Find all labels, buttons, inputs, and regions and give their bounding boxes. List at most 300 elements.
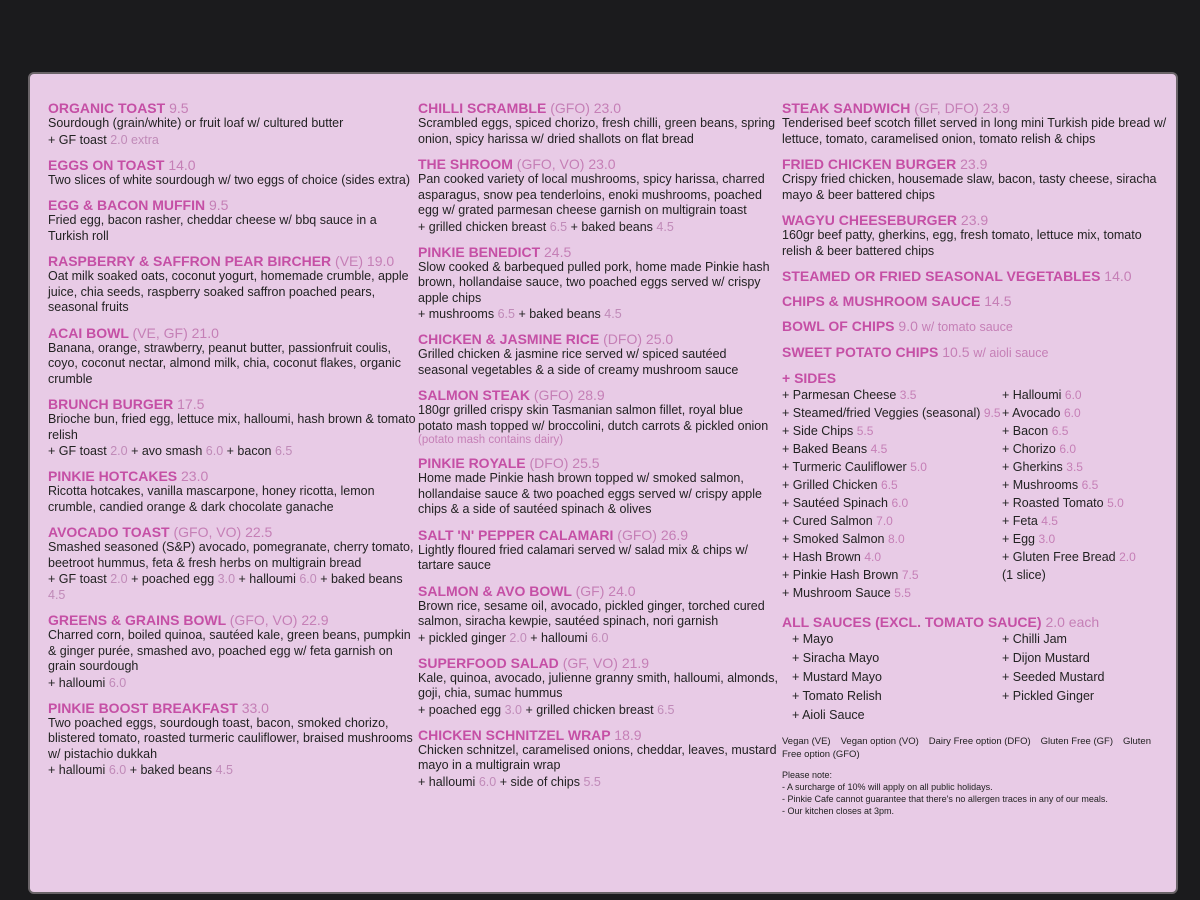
menu-item-extras	[48, 443, 418, 459]
list-item	[1002, 386, 1136, 404]
menu-item-extras	[48, 675, 418, 691]
menu-item	[782, 212, 1167, 259]
item-label: + Smoked Salmon	[782, 532, 885, 546]
menu-item-description: Two poached eggs, sourdough toast, bacon, smoked chorizo, blistered tomato, roasted turmeric cauliflower, braised mushrooms w/ pistachio dukkah	[48, 715, 413, 761]
menu-item-name: SUPERFOOD SALAD	[418, 654, 559, 671]
item-price: 6.5	[881, 478, 898, 492]
note-line: - Our kitchen closes at 3pm.	[782, 806, 895, 816]
menu-item-extras	[418, 306, 778, 322]
item-price: 7.5	[901, 568, 919, 582]
menu-item	[48, 197, 418, 244]
list-item	[782, 440, 1002, 458]
menu-item-title	[48, 197, 418, 213]
menu-item	[48, 253, 418, 316]
sides-list-left	[782, 386, 1002, 602]
menu-item-description: Brown rice, sesame oil, avocado, pickled ginger, torched cured salmon, siracha kewpie, sautéed spinach, nori garnish	[418, 598, 765, 628]
menu-item-price: 21.0	[191, 324, 219, 341]
list-item	[1002, 404, 1136, 422]
item-price: 5.0	[1107, 496, 1124, 510]
extra-price: 6.5	[657, 702, 675, 717]
menu-item	[782, 100, 1167, 147]
menu-item-extras	[418, 702, 778, 718]
extra-price: 2.0	[110, 444, 128, 458]
list-item	[1002, 494, 1136, 512]
list-item	[782, 548, 1002, 566]
item-price: 4.5	[870, 442, 888, 456]
dietary-tag: (GF, DFO)	[914, 100, 979, 116]
extra-label: + baked beans	[570, 219, 653, 234]
menu-item-price: 23.9	[982, 100, 1010, 116]
menu-column-3-items	[782, 100, 1167, 361]
menu-card	[28, 72, 1178, 894]
item-label: + Cured Salmon	[782, 514, 873, 528]
menu-item-price: 33.0	[241, 699, 269, 716]
extra-label: + mushrooms	[418, 307, 495, 321]
item-price: 3.0	[1038, 532, 1056, 546]
menu-item	[48, 468, 418, 515]
sauces-title: ALL SAUCES (EXCL. TOMATO SAUCE)	[782, 614, 1042, 630]
sauces-section	[782, 614, 1167, 725]
legend-entry: Gluten Free (GF)	[1040, 736, 1113, 747]
item-label: + Feta	[1002, 514, 1038, 528]
item-price: 4.5	[1041, 514, 1058, 528]
extra-label: + poached egg	[131, 572, 215, 586]
item-label: + Egg	[1002, 532, 1036, 546]
item-label: + Avocado	[1002, 406, 1061, 420]
menu-item-extras	[48, 132, 418, 148]
extra-label: + halloumi	[48, 763, 106, 777]
menu-item	[418, 244, 778, 323]
menu-column-1	[48, 100, 418, 787]
menu-item-name: BRUNCH BURGER	[48, 396, 174, 412]
menu-item-extras	[48, 762, 418, 778]
menu-item-title	[48, 253, 418, 269]
sauces-list-right	[1002, 630, 1105, 725]
item-label: + Tomato Relish	[792, 689, 882, 703]
item-price: 5.5	[894, 586, 911, 600]
menu-item-description: Crispy fried chicken, housemade slaw, bacon, tasty cheese, siracha mayo & beer battered chips	[782, 172, 1157, 202]
extra-label: + bacon	[226, 444, 272, 458]
extra-label: + baked beans	[129, 763, 213, 777]
menu-item-name: SWEET POTATO CHIPS	[782, 344, 939, 360]
extra-label: + avo smash	[131, 444, 203, 458]
list-item	[782, 566, 1002, 584]
menu-item-name: SALT 'N' PEPPER CALAMARI	[418, 526, 614, 543]
menu-item-name: PINKIE BENEDICT	[418, 243, 541, 260]
menu-item-title	[418, 100, 778, 116]
item-price: 5.5	[856, 424, 874, 438]
menu-item-description: Chicken schnitzel, caramelised onions, cheddar, leaves, mustard mayo in a multigrain wrap	[418, 742, 777, 772]
extra-label: + halloumi	[530, 630, 588, 645]
dietary-tag: (GFO)	[617, 526, 657, 543]
extra-price: 4.5	[215, 763, 233, 777]
extra-price: 4.5	[604, 307, 622, 321]
menu-item-description: Banana, orange, strawberry, peanut butter, passionfruit coulis, coyo, coconut nectar, almond milk, chia, coconut flakes, organic crumble	[48, 340, 401, 386]
menu-item-price: 23.0	[588, 156, 616, 172]
menu-item-title	[48, 325, 418, 341]
item-label: + Mushroom Sauce	[782, 586, 891, 600]
list-item	[1002, 548, 1136, 566]
list-item	[1002, 566, 1136, 584]
extra-label: + pickled ginger	[418, 630, 506, 645]
menu-item-title	[782, 212, 1167, 228]
menu-column-3	[782, 100, 1167, 817]
menu-item-extras	[48, 571, 418, 603]
sauces-price: 2.0 each	[1045, 614, 1100, 630]
dietary-tag: (VE)	[335, 253, 364, 269]
menu-item	[418, 455, 778, 518]
extra-price: 6.0	[205, 444, 224, 458]
item-label: + Roasted Tomato	[1002, 496, 1104, 510]
menu-item-price: 14.0	[1104, 268, 1132, 284]
menu-item-title	[418, 331, 778, 347]
menu-item-description: Scrambled eggs, spiced chorizo, fresh chilli, green beans, spring onion, spicy harissa w/ dried shallots on flat bread	[418, 116, 776, 146]
menu-item-name: SALMON & AVO BOWL	[418, 582, 572, 599]
menu-item-title	[48, 100, 418, 116]
list-item	[782, 512, 1002, 530]
menu-item-name: SALMON STEAK	[418, 387, 530, 403]
menu-item-price: 17.5	[177, 396, 205, 412]
menu-item	[48, 157, 418, 189]
item-price: 8.0	[887, 532, 905, 546]
list-item	[1002, 630, 1105, 649]
menu-item-suffix: w/ tomato sauce	[921, 320, 1013, 334]
item-price: 6.5	[1081, 478, 1099, 492]
extra-label: + halloumi	[48, 675, 106, 690]
menu-item-title	[782, 100, 1167, 116]
list-item	[1002, 422, 1136, 440]
extra-price: 2.0	[110, 572, 128, 586]
extra-label: + GF toast	[48, 444, 107, 458]
item-label: + Siracha Mayo	[792, 651, 880, 665]
menu-item-title	[48, 524, 418, 540]
menu-item-price: 25.5	[572, 455, 600, 471]
menu-item-price: 14.0	[168, 156, 196, 173]
menu-item-price: 24.0	[608, 582, 636, 599]
dietary-tag: (VE, GF)	[132, 324, 188, 341]
menu-item-description: Two slices of white sourdough w/ two eggs of choice (sides extra)	[48, 172, 410, 187]
item-label: + Bacon	[1002, 424, 1049, 438]
menu-item	[418, 156, 778, 235]
menu-item-extras	[418, 774, 778, 790]
menu-item-name: PINKIE HOTCAKES	[48, 468, 178, 484]
menu-item-name: EGGS ON TOAST	[48, 156, 165, 173]
menu-item-title	[418, 655, 778, 671]
list-item	[782, 458, 1002, 476]
menu-item-title	[48, 612, 418, 628]
item-label: + Hash Brown	[782, 550, 861, 564]
menu-item-description: Ricotta hotcakes, vanilla mascarpone, honey ricotta, lemon crumble, candied orange & dark chocolate ganache	[48, 484, 375, 514]
menu-item-title	[418, 727, 778, 743]
menu-item-description: Smashed seasoned (S&P) avocado, pomegranate, cherry tomato, beetroot hummus, feta & fresh herbs on multigrain bread	[48, 540, 414, 570]
menu-item-price: 18.9	[614, 726, 642, 743]
extra-label: + grilled chicken breast	[418, 219, 547, 234]
extra-label: + poached egg	[418, 702, 502, 717]
extra-price: 6.0	[299, 572, 317, 586]
item-label: + Mayo	[792, 632, 834, 646]
menu-item-suffix: w/ aioli sauce	[973, 346, 1049, 360]
menu-item-extras	[418, 219, 778, 235]
item-label: + Gluten Free Bread	[1002, 550, 1116, 564]
notes-section	[782, 769, 1167, 817]
legend-entry: Vegan option (VO)	[840, 736, 919, 747]
dietary-legend	[782, 735, 1167, 761]
menu-item-title	[782, 293, 1167, 309]
menu-item-description: Charred corn, boiled quinoa, sautéed kale, green beans, pumpkin & ginger purée, smashed avo, poached egg w/ feta garnish on grain sourdough	[48, 628, 411, 673]
menu-column-2	[418, 100, 778, 799]
menu-item-title	[418, 244, 778, 260]
dietary-tag: (GFO, VO)	[516, 156, 585, 172]
menu-item-description: Kale, quinoa, avocado, julienne granny smith, halloumi, almonds, goji, chia, sumac hummus	[418, 670, 778, 700]
extra-price: 2.0	[509, 630, 527, 645]
item-price: 3.5	[899, 388, 917, 402]
menu-item-name: ACAI BOWL	[48, 324, 129, 341]
item-price: 4.0	[864, 550, 882, 564]
item-label: + Pinkie Hash Brown	[782, 568, 899, 582]
menu-item-name: PINKIE ROYALE	[418, 455, 526, 471]
menu-item-extras	[418, 630, 778, 646]
menu-item-price: 19.0	[366, 253, 395, 269]
list-item	[1002, 687, 1105, 706]
sides-section	[782, 370, 1167, 602]
item-price: 6.0	[891, 496, 909, 510]
list-item	[782, 530, 1002, 548]
menu-item-title	[418, 455, 778, 471]
legend-entry: Vegan (VE)	[782, 736, 831, 747]
menu-item-price: 23.0	[593, 100, 622, 116]
menu-item-title	[418, 387, 778, 403]
menu-item-description: Sourdough (grain/white) or fruit loaf w/ cultured butter	[48, 116, 344, 130]
extra-price: 3.0	[504, 702, 522, 717]
item-price: 5.0	[910, 460, 927, 474]
menu-item-price: 9.5	[209, 197, 229, 213]
menu-item-price: 23.9	[960, 212, 989, 228]
extra-label: + baked beans	[320, 572, 403, 586]
list-item	[792, 706, 1002, 725]
menu-item-title	[782, 268, 1167, 284]
list-item	[792, 687, 1002, 706]
note-line: - A surcharge of 10% will apply on all public holidays.	[782, 782, 993, 792]
item-label: + Baked Beans	[782, 442, 868, 456]
item-price: 6.5	[1051, 424, 1069, 438]
item-label: + Side Chips	[782, 424, 854, 438]
dietary-tag: (GF)	[575, 582, 605, 599]
menu-item	[782, 293, 1167, 309]
item-label: + Pickled Ginger	[1002, 689, 1095, 703]
extra-label: + halloumi	[418, 774, 476, 789]
item-label: + Gherkins	[1002, 460, 1063, 474]
menu-item-price: 22.9	[301, 612, 329, 628]
menu-item	[48, 612, 418, 691]
extra-label: + side of chips	[499, 774, 580, 789]
extra-price: 6.5	[274, 444, 293, 458]
menu-item-description: Home made Pinkie hash brown topped w/ smoked salmon, hollandaise sauce & two poached eggs served w/ crispy apple chips & a side of sautéed spinach & olives	[418, 471, 762, 516]
notes-title: Please note:	[782, 770, 833, 780]
list-item	[1002, 476, 1136, 494]
menu-item-description: Fried egg, bacon rasher, cheddar cheese w/ bbq sauce in a Turkish roll	[48, 213, 377, 243]
list-item	[1002, 530, 1136, 548]
dietary-tag: (DFO)	[603, 331, 643, 347]
menu-item-note: (potato mash contains dairy)	[418, 434, 564, 446]
extra-label: + GF toast	[48, 132, 107, 147]
item-price: 9.5	[983, 406, 1001, 420]
menu-item-name: STEAK SANDWICH	[782, 100, 911, 116]
menu-item-name: ORGANIC TOAST	[48, 100, 166, 116]
dietary-tag: (GFO, VO)	[173, 524, 242, 540]
menu-item-name: CHICKEN & JASMINE RICE	[418, 331, 600, 347]
menu-item-name: RASPBERRY & SAFFRON PEAR BIRCHER	[48, 253, 332, 269]
item-label: + Mustard Mayo	[792, 670, 882, 684]
menu-item-name: CHILLI SCRAMBLE	[418, 100, 547, 116]
dietary-tag: (GFO)	[550, 100, 590, 116]
menu-item	[418, 527, 778, 574]
item-label: + Parmesan Cheese	[782, 388, 897, 402]
item-label: (1 slice)	[1002, 568, 1046, 582]
dietary-tag: (GF, VO)	[562, 654, 618, 671]
menu-item	[48, 524, 418, 603]
menu-item-name: CHICKEN SCHNITZEL WRAP	[418, 726, 611, 743]
menu-item-title	[48, 157, 418, 173]
menu-item	[48, 396, 418, 459]
menu-item-price: 22.5	[245, 524, 273, 540]
list-item	[782, 494, 1002, 512]
menu-item-description: Brioche bun, fried egg, lettuce mix, halloumi, hash brown & tomato relish	[48, 412, 416, 442]
menu-item-price: 9.0	[898, 318, 918, 334]
list-item	[782, 422, 1002, 440]
menu-item-price: 28.9	[577, 387, 605, 403]
menu-item-name: THE SHROOM	[418, 156, 513, 172]
note-line: - Pinkie Cafe cannot guarantee that there's no allergen traces in any of our meals.	[782, 794, 1108, 804]
list-item	[1002, 458, 1136, 476]
list-item	[1002, 649, 1105, 668]
item-label: + Halloumi	[1002, 388, 1062, 402]
menu-item	[418, 727, 778, 790]
item-price: 2.0	[1119, 550, 1136, 564]
sauces-list-left	[782, 630, 1002, 725]
item-label: + Aioli Sauce	[792, 708, 865, 722]
extra-price: 2.0 extra	[110, 132, 159, 147]
menu-item	[418, 655, 778, 718]
menu-item-price: 23.0	[181, 468, 209, 484]
item-label: + Grilled Chicken	[782, 478, 878, 492]
menu-item-title	[782, 156, 1167, 172]
menu-item-name: AVOCADO TOAST	[48, 524, 170, 540]
item-label: + Steamed/fried Veggies (seasonal)	[782, 406, 981, 420]
menu-item	[418, 331, 778, 378]
item-label: + Seeded Mustard	[1002, 670, 1105, 684]
item-price: 6.0	[1064, 406, 1081, 420]
menu-item-description: Lightly floured fried calamari served w/ salad mix & chips w/ tartare sauce	[418, 542, 748, 572]
menu-item	[782, 318, 1167, 335]
list-item	[782, 404, 1002, 422]
item-price: 7.0	[876, 514, 893, 528]
list-item	[782, 584, 1002, 602]
sides-list-right	[1002, 386, 1136, 602]
item-price: 3.5	[1066, 460, 1083, 474]
legend-entry: Dairy Free option (DFO)	[928, 736, 1031, 747]
extra-label: + GF toast	[48, 572, 107, 586]
dietary-tag: (GFO)	[533, 387, 574, 403]
menu-item	[418, 387, 778, 446]
list-item	[792, 649, 1002, 668]
list-item	[1002, 668, 1105, 687]
menu-item-title	[48, 700, 418, 716]
menu-item	[48, 100, 418, 148]
menu-item-title	[418, 156, 778, 172]
item-label: + Chorizo	[1002, 442, 1056, 456]
menu-item-name: PINKIE BOOST BREAKFAST	[48, 699, 238, 716]
menu-item-price: 14.5	[984, 293, 1012, 309]
list-item	[782, 476, 1002, 494]
legend-entry: Gluten Free option (GFO)	[782, 736, 1151, 760]
menu-item-title	[418, 527, 778, 543]
menu-item-name: STEAMED OR FRIED SEASONAL VEGETABLES	[782, 268, 1101, 284]
menu-item-name: EGG & BACON MUFFIN	[48, 197, 206, 213]
extra-price: 3.0	[217, 572, 236, 586]
item-price: 6.0	[1064, 388, 1082, 402]
menu-item-name: WAGYU CHEESEBURGER	[782, 212, 958, 228]
menu-item-price: 21.9	[621, 654, 650, 671]
item-label: + Dijon Mustard	[1002, 651, 1090, 665]
extra-price: 6.0	[478, 774, 497, 789]
menu-item-description: Pan cooked variety of local mushrooms, spicy harissa, charred asparagus, snow pea tenderloins, enoki mushrooms, poached egg w/ grated parmesan cheese garnish on multigrain toast	[418, 172, 765, 217]
menu-item-title	[418, 583, 778, 599]
menu-item-price: 9.5	[169, 100, 189, 116]
menu-item-description: Grilled chicken & jasmine rice served w/ spiced sautéed seasonal vegetables & a side of creamy mushroom sauce	[418, 347, 739, 377]
menu-item-name: CHIPS & MUSHROOM SAUCE	[782, 293, 981, 309]
extra-price: 6.0	[591, 630, 609, 645]
menu-item-description: 180gr grilled crispy skin Tasmanian salmon fillet, royal blue potato mash topped w/ broccolini, dutch carrots & pickled onion	[418, 403, 769, 433]
menu-item-title	[48, 396, 418, 412]
menu-item-price: 24.5	[544, 243, 572, 260]
menu-item-name: GREENS & GRAINS BOWL	[48, 612, 226, 628]
dietary-tag: (GFO, VO)	[229, 612, 298, 628]
item-label: + Turmeric Cauliflower	[782, 460, 907, 474]
extra-label: + grilled chicken breast	[525, 702, 654, 717]
menu-item-description: Tenderised beef scotch fillet served in long mini Turkish pide bread w/ lettuce, tomato, caramelised onion, tomato relish & chips	[782, 116, 1167, 146]
menu-item-price: 26.9	[660, 526, 689, 543]
menu-item-description: Slow cooked & barbequed pulled pork, home made Pinkie hash brown, hollandaise sauce, two poached eggs served w/ crispy apple chips	[418, 259, 770, 305]
menu-item	[782, 268, 1167, 284]
menu-item	[782, 156, 1167, 203]
menu-item	[418, 100, 778, 147]
extra-label: + baked beans	[518, 307, 601, 321]
item-label: + Sautéed Spinach	[782, 496, 888, 510]
menu-item-description: 160gr beef patty, gherkins, egg, fresh tomato, lettuce mix, tomato relish & beer battered chips	[782, 228, 1142, 258]
item-label: + Chilli Jam	[1002, 632, 1067, 646]
menu-item	[782, 344, 1167, 361]
list-item	[1002, 440, 1136, 458]
notes-lines	[782, 781, 1167, 817]
extra-price: 6.0	[108, 675, 127, 690]
menu-item-price: 25.0	[645, 331, 674, 347]
menu-item-name: BOWL OF CHIPS	[782, 318, 895, 334]
item-price: 6.0	[1059, 442, 1077, 456]
list-item	[782, 386, 1002, 404]
extra-price: 5.5	[583, 774, 601, 789]
menu-item-price: 10.5	[942, 344, 970, 360]
list-item	[792, 630, 1002, 649]
extra-price: 6.0	[108, 763, 127, 777]
extra-price: 4.5	[656, 219, 674, 234]
extra-price: 6.5	[549, 219, 568, 234]
item-label: + Mushrooms	[1002, 478, 1079, 492]
list-item	[1002, 512, 1136, 530]
extra-price: 6.5	[497, 307, 515, 321]
menu-item	[418, 583, 778, 646]
menu-item	[48, 325, 418, 388]
dietary-tag: (DFO)	[529, 455, 569, 471]
